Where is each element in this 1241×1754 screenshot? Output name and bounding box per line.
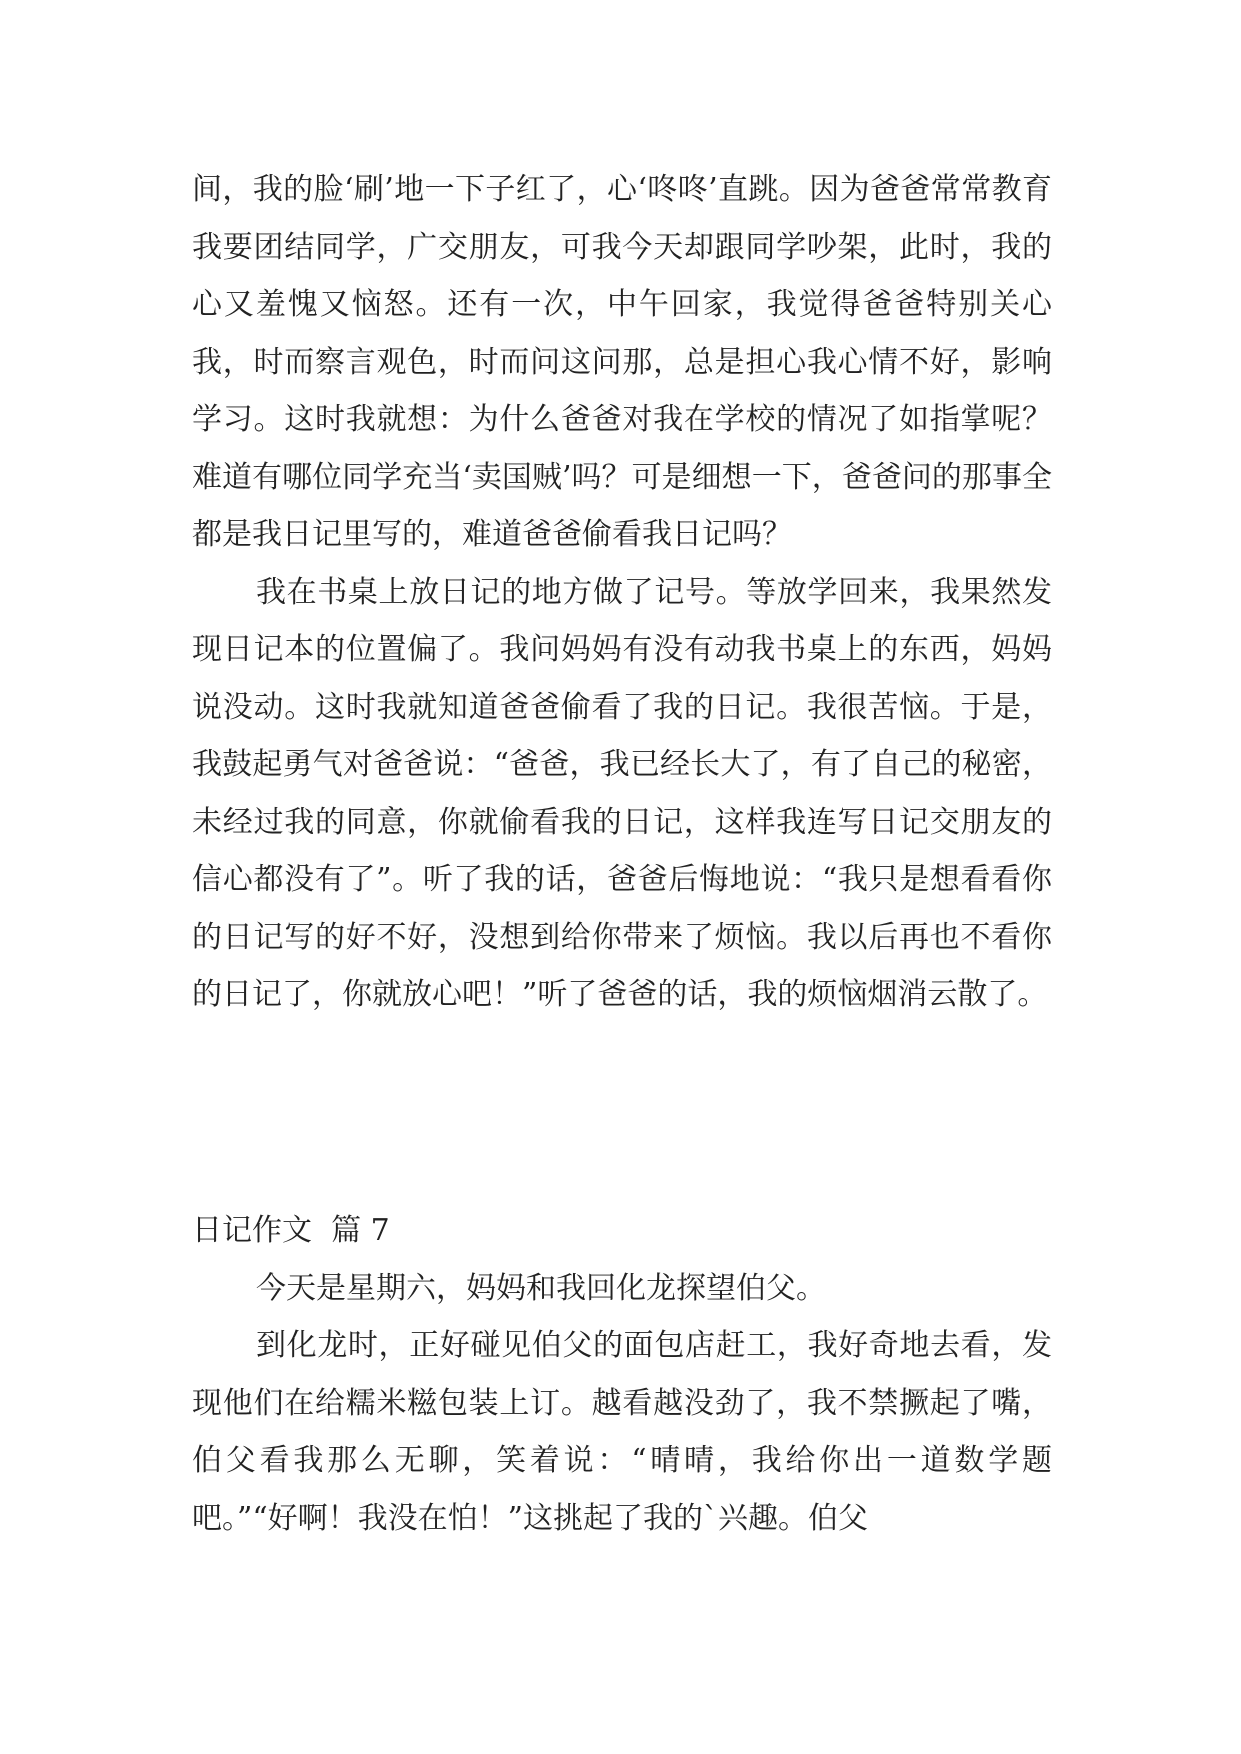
section-heading: 日记作文 篇 7 (192, 1213, 390, 1248)
section-2 (192, 1202, 1052, 1547)
section-1 (192, 161, 1052, 1024)
paragraph-diary-mark: 我在书桌上放日记的地方做了记号。等放学回来，我果然发现日记本的位置偏了。我问妈妈有没有动我书桌上的东西，妈妈说没动。这时我就知道爸爸偷看了我的日记。我很苦恼。于是，我鼓起勇气对爸爸说：“爸爸，我已经长大了，有了自己的秘密，未经过我的同意，你就偷看我的日记，这样我连写日记交朋友的信心都没有了”。听了我的话，爸爸后悔地说：“我只是想看看你的日记写的好不好，没想到给你带来了烦恼。我以后再也不看你的日记了，你就放心吧！”听了爸爸的话，我的烦恼烟消云散了。 (192, 574, 1052, 1012)
paragraph-continued: 间，我的脸‘刷’地一下子红了，心‘咚咚’直跳。因为爸爸常常教育我要团结同学，广交朋友，可我今天却跟同学吵架，此时，我的心又羞愧又恼怒。还有一次，中午回家，我觉得爸爸特别关心我，时而察言观色，时而问这问那，总是担心我心情不好，影响学习。这时我就想：为什么爸爸对我在学校的情况了如指掌呢？难道有哪位同学充当‘卖国贼’吗？可是细想一下，爸爸问的那事全都是我日记里写的，难道爸爸偷看我日记吗？ (192, 172, 1052, 552)
paragraph-bakery: 到化龙时，正好碰见伯父的面包店赶工，我好奇地去看，发现他们在给糯米糍包装上订。越看越没劲了，我不禁撅起了嘴，伯父看我那么无聊，笑着说：“晴晴，我给你出一道数学题吧。”“好啊！我没在怕！”这挑起了我的`兴趣。伯父 (192, 1328, 1052, 1536)
paragraph-saturday: 今天是星期六，妈妈和我回化龙探望伯父。 (256, 1270, 826, 1306)
